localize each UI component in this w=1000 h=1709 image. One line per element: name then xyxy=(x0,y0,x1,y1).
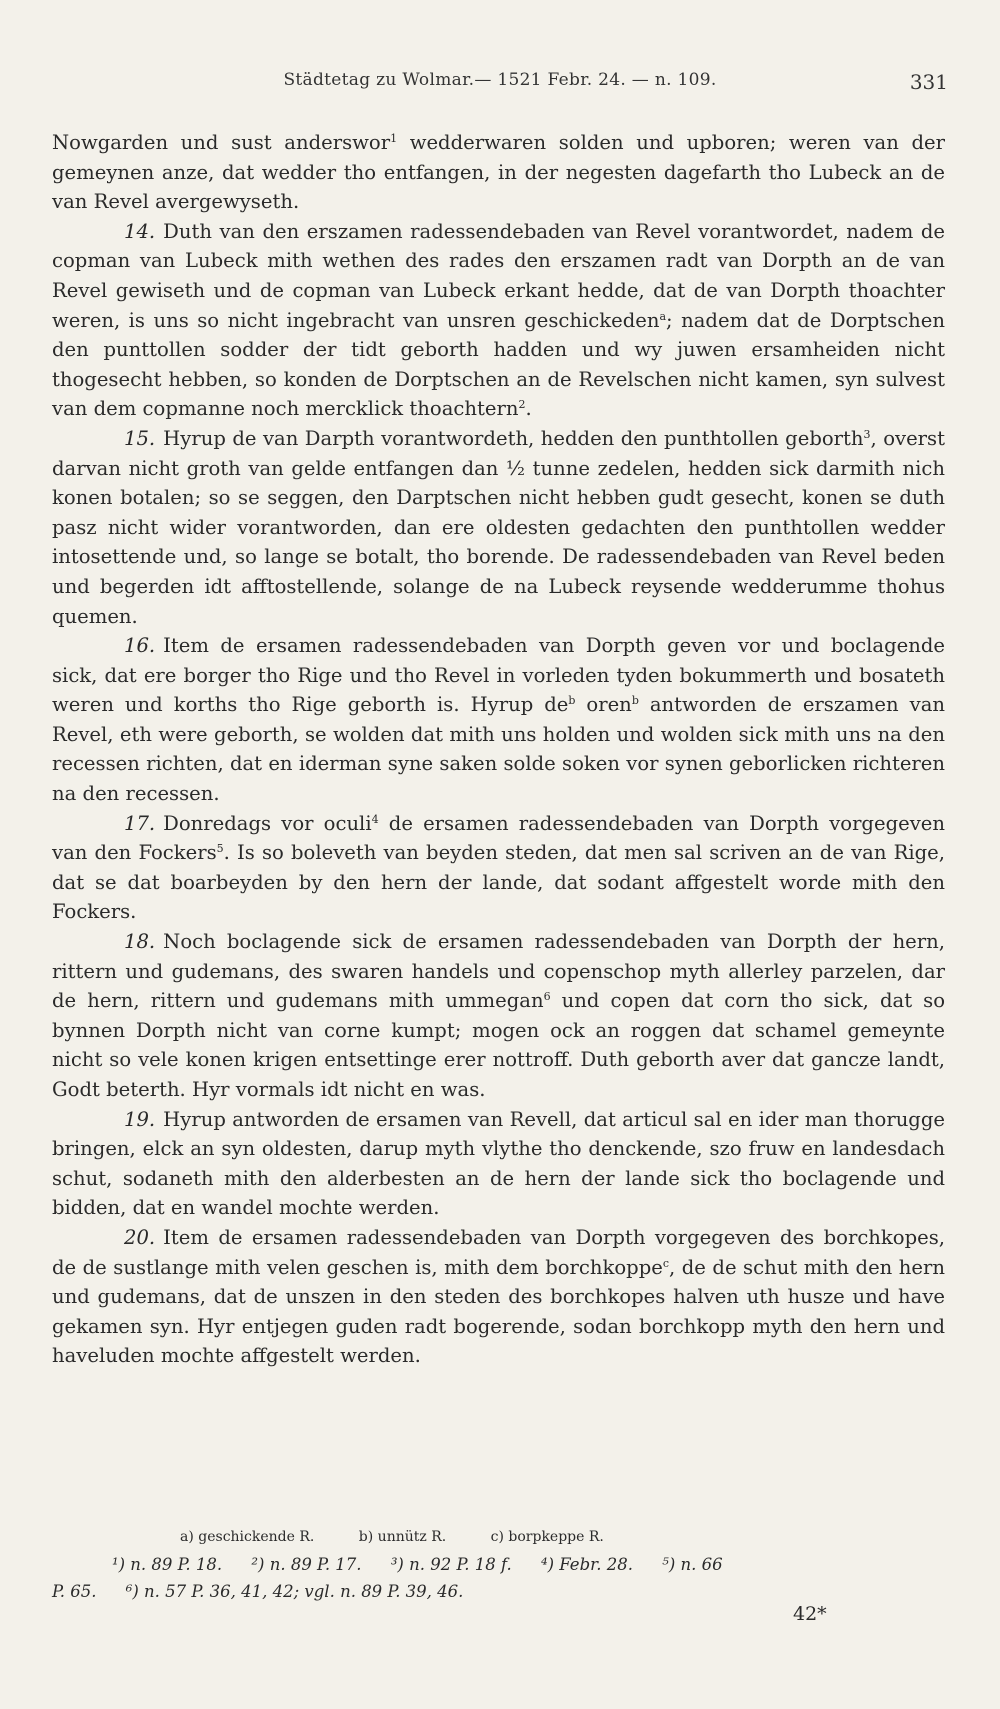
footnote-6: ⁶) n. 57 P. 36, 41, 42; vgl. n. 89 P. 39, 46. xyxy=(125,1582,464,1601)
footnote-c: c) borpkeppe R. xyxy=(490,1529,604,1545)
footnote-ref: c xyxy=(662,1256,670,1270)
text-run: de ersamen radessendebaden van Dorpth vorgegeven van den Fockers xyxy=(52,811,945,865)
text-run: Item de ersamen radessendebaden van Dorpth vorgegeven des borchkopes, de de sustlange mith velen geschen is, mith dem borchkoppe xyxy=(52,1225,945,1279)
text-run: oren xyxy=(575,693,632,717)
paragraph xyxy=(52,128,945,217)
text-run: Nowgarden und sust anderswor xyxy=(52,131,391,154)
running-header xyxy=(52,70,948,100)
text-run: . xyxy=(525,397,532,421)
body-text xyxy=(52,128,945,1371)
paragraph xyxy=(52,217,945,424)
footnote-ref: 3 xyxy=(863,427,871,441)
text-run: , de de schut mith den hern und gudemans, dat de unszen in den steden des borchkopes halven uth husze und have gekamen syn. Hyr entjegen guden radt bogerende, sodan borchkopp myth den hern und haveluden mochte affgestelt werden. xyxy=(52,1255,945,1368)
page-number: 331 xyxy=(909,70,948,94)
text-run: ; nadem dat de Dorptschen den punttollen sodder der tidt geborth hadden und wy juwen ersamheiden nicht thogesecht hebben, so konden de Dorptschen an de Revelschen nicht kamen, syn sulvest van dem copmanne noch mercklick thoachtern xyxy=(52,308,946,421)
footnote-4: ⁴) Febr. 28. xyxy=(540,1555,633,1574)
footnote-ref: 2 xyxy=(518,398,526,412)
text-run: , overst darvan nicht groth van gelde entfangen dan ½ tunne zedelen, hedden sick darmith nich konen botalen; so se seggen, den Darptschen nicht hebben gudt gesecht, konen se duth pasz nicht wider vorantworden, dan ere oldesten gedachten den punthtollen wedder intosettende und, so lange se botalt, tho borende. De radessendebaden van Revel beden und begerden idt afftostellende, solange de na Lubeck reysende wedderumme thohus quemen. xyxy=(52,426,945,628)
footnote-2: ²) n. 89 P. 17. xyxy=(251,1555,362,1574)
footnote-5-cont: P. 65. xyxy=(52,1582,97,1601)
footnote-a: a) geschickende R. xyxy=(180,1529,315,1545)
footnote-5: ⁵) n. 66 xyxy=(662,1555,723,1574)
paragraph-number: 15. xyxy=(124,426,156,450)
text-run: Duth van den erszamen radessendebaden van Revel vorantwordet, nadem de copman van Lubeck mith wethen des rades den erszamen radt van Dorpth an de van Revel gewiseth und de copman van Lubeck erkant hedde, dat de van Dorpth thoachter weren, is uns so nicht ingebracht van unsren geschickeden xyxy=(52,219,945,332)
text-run: und copen dat corn tho sick, dat so bynnen Dorpth nicht van corne kumpt; mogen ock an roggen dat schamel gemeynte nicht so vele konen krigen entsettinge erer nottroff. Duth geborth aver dat gancze landt, Godt beterth. Hyr vormals idt nicht en was. xyxy=(52,989,945,1101)
paragraph-number: 18. xyxy=(124,930,156,954)
paragraph xyxy=(52,631,945,809)
footnote-ref: b xyxy=(631,694,639,708)
paragraph xyxy=(52,809,945,927)
paragraph-number: 16. xyxy=(124,634,156,658)
paragraph-number: 17. xyxy=(124,811,156,835)
footnote-ref: 4 xyxy=(371,812,379,826)
paragraph-number: 20. xyxy=(124,1225,156,1249)
footnote-ref: 1 xyxy=(390,132,398,145)
footnote-numbers-line-1 xyxy=(52,1551,945,1578)
footnote-ref: b xyxy=(568,694,576,708)
paragraph xyxy=(52,927,945,1105)
paragraph xyxy=(52,424,945,631)
footnote-3: ³) n. 92 P. 18 f. xyxy=(390,1555,512,1574)
running-title: Städtetag zu Wolmar.— 1521 Febr. 24. — n. 109. xyxy=(283,70,717,90)
footnote-letters xyxy=(52,1524,945,1551)
text-run: antworden de erszamen van Revel, eth were geborth, se wolden dat mith uns holden und wolden sick mith uns na den recessen richten, dat en iderman syne saken solde soken vor synen geborlicken richteren na den recessen. xyxy=(52,693,946,806)
signature-mark: 42* xyxy=(793,1603,827,1625)
paragraph-number: 19. xyxy=(124,1107,156,1131)
text-run: Item de ersamen radessendebaden van Dorpth geven vor und boclagende sick, dat ere borger tho Rige und tho Revel in vorleden tyden bokummerth und bosateth weren und korths tho Rige geborth is. Hyrup de xyxy=(52,634,945,717)
footnote-1: ¹) n. 89 P. 18. xyxy=(112,1555,223,1574)
footnote-ref: 6 xyxy=(543,990,551,1004)
paragraph xyxy=(52,1223,945,1371)
text-run: wedderwaren solden und upboren; weren van der gemeynen anze, dat wedder tho entfangen, in der negesten dagefarth tho Lubeck an de van Revel avergewyseth. xyxy=(52,131,945,214)
footnote-b: b) unnütz R. xyxy=(358,1529,447,1545)
text-run: Noch boclagende sick de ersamen radessendebaden van Dorpth der hern, rittern und gudemans, des swaren handels und copenschop myth allerley parzelen, dar de hern, rittern und gudemans mith ummegan xyxy=(52,930,945,1013)
footnote-ref: a xyxy=(659,309,667,323)
text-run: . Is so boleveth van beyden steden, dat men sal scriven an de van Rige, dat se dat boarbeyden by den hern der lande, dat sodant affgestelt worde mith den Fockers. xyxy=(52,841,945,924)
footnotes xyxy=(52,1524,945,1605)
text-run: Donredags vor oculi xyxy=(163,811,372,835)
text-run: Hyrup de van Darpth vorantwordeth, hedden den punthtollen geborth xyxy=(163,426,864,450)
paragraph-number: 14. xyxy=(124,219,156,243)
paragraph xyxy=(52,1105,945,1223)
footnote-ref: 5 xyxy=(216,842,224,856)
footnote-numbers-line-2 xyxy=(52,1578,945,1605)
text-run: Hyrup antworden de ersamen van Revell, dat articul sal en ider man thorugge bringen, elck an syn oldesten, darup myth vlythe tho denckende, szo fruw en landesdach schut, sodaneth mith den alderbesten an de hern der lande sick tho boclagende und bidden, dat en wandel mochte werden. xyxy=(52,1107,945,1220)
